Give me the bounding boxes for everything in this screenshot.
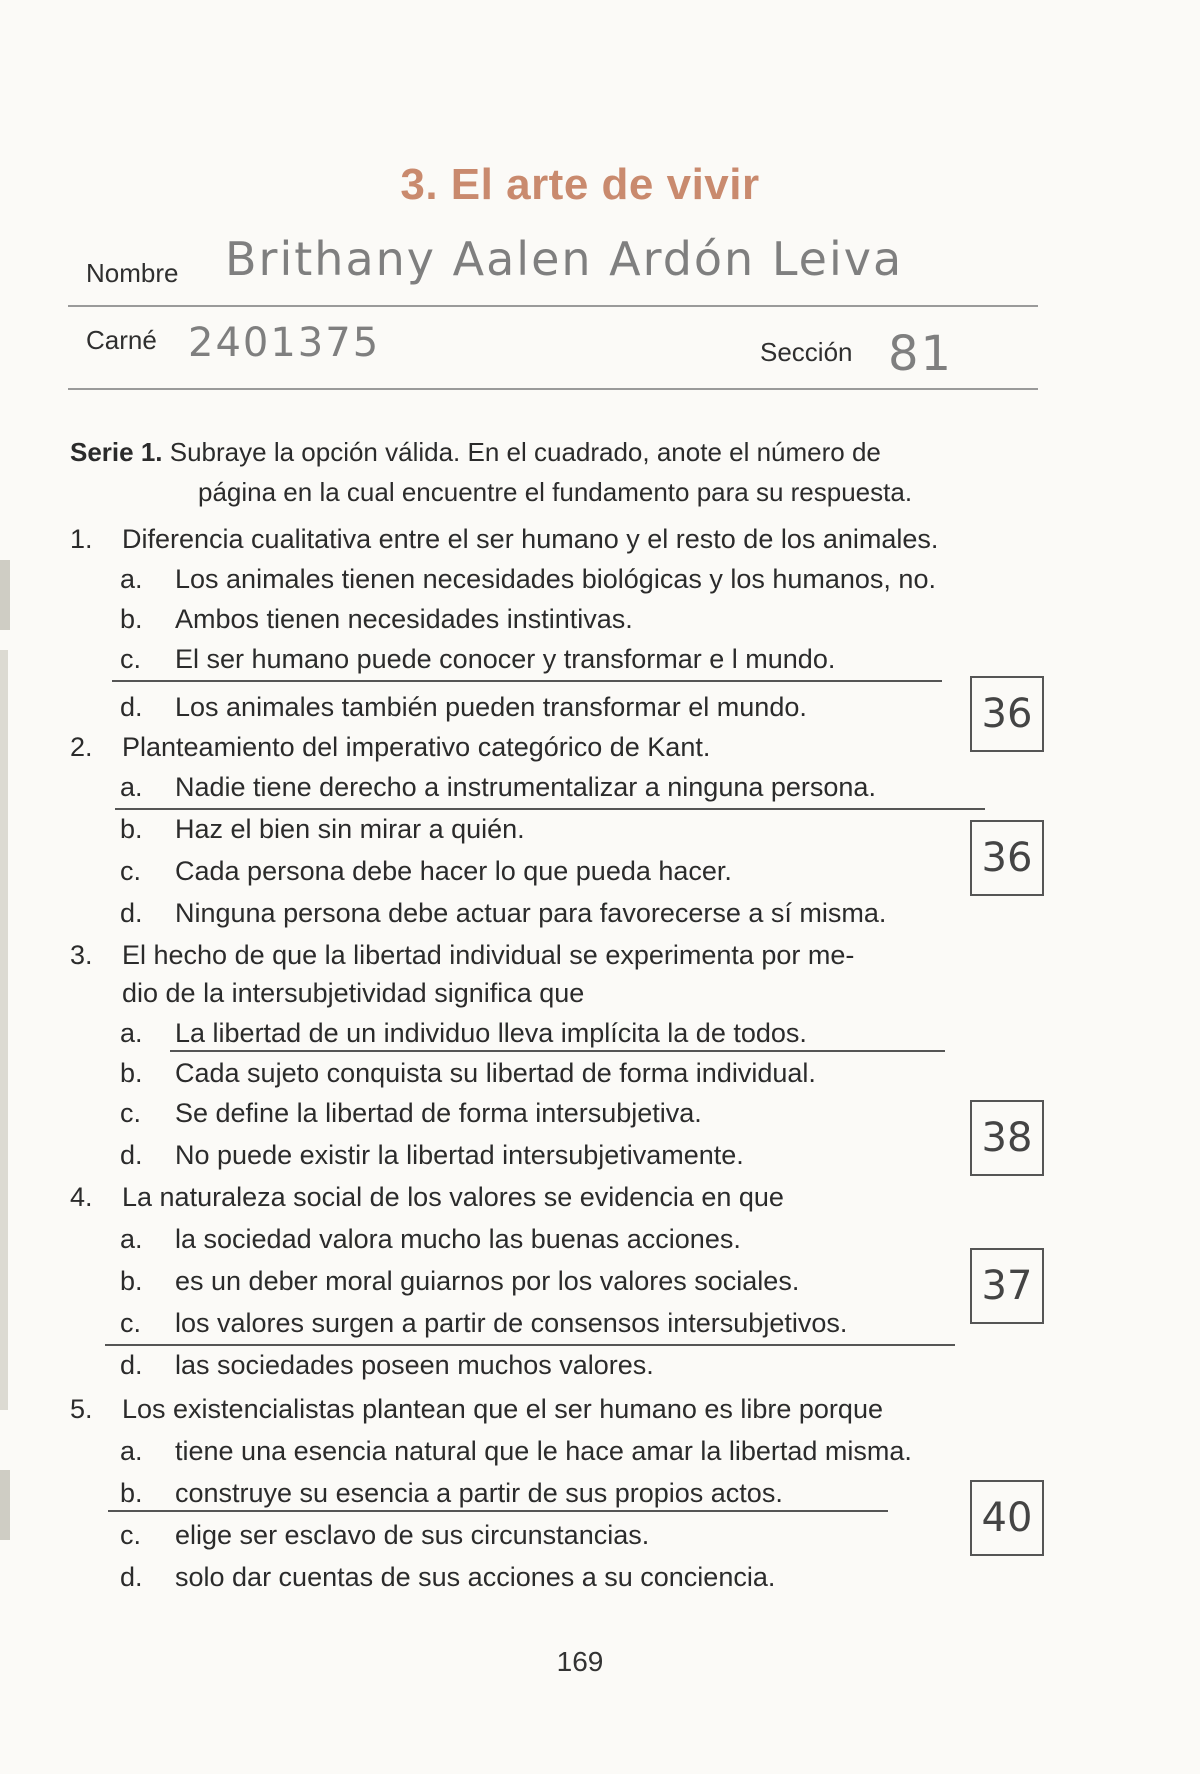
question-text: El hecho de que la libertad individual se experimenta por me- — [122, 940, 855, 970]
seccion-label: Sección — [760, 337, 853, 367]
carne-label: Carné — [86, 325, 157, 355]
option-3d[interactable] — [120, 1138, 744, 1172]
question-text: La naturaleza social de los valores se evidencia en que — [122, 1182, 784, 1212]
page-answer-box[interactable]: 38 — [970, 1100, 1044, 1176]
option-text: construye su esencia a partir de sus propios actos. — [175, 1478, 783, 1508]
option-text: solo dar cuentas de sus acciones a su conciencia. — [175, 1562, 776, 1592]
option-5c[interactable] — [120, 1518, 649, 1552]
option-letter: c. — [120, 856, 142, 886]
option-4b[interactable] — [120, 1264, 799, 1298]
option-text: Nadie tiene derecho a instrumentalizar a ninguna persona. — [175, 772, 876, 802]
page-answer-box[interactable]: 36 — [970, 676, 1044, 752]
option-letter: b. — [120, 1266, 143, 1296]
question-number: 4. — [70, 1182, 93, 1212]
option-2a[interactable] — [120, 770, 876, 804]
option-text: La libertad de un individuo lleva implícita la de todos. — [175, 1018, 807, 1048]
serie-instructions — [70, 432, 1050, 512]
option-letter: c. — [120, 1308, 142, 1338]
option-letter: a. — [120, 772, 143, 802]
question-5 — [70, 1392, 1050, 1426]
question-number: 2. — [70, 732, 93, 762]
selected-underline — [105, 1344, 955, 1346]
option-2b[interactable] — [120, 812, 525, 846]
option-letter: a. — [120, 1018, 143, 1048]
option-text: Ambos tienen necesidades instintivas. — [175, 604, 633, 634]
option-text: Cada sujeto conquista su libertad de forma individual. — [175, 1058, 816, 1088]
option-4d[interactable] — [120, 1348, 654, 1382]
question-text: Planteamiento del imperativo categórico de Kant. — [122, 732, 711, 762]
nombre-line — [68, 305, 1038, 307]
question-number: 3. — [70, 940, 93, 970]
question-3-continued: dio de la intersubjetividad significa que — [122, 978, 585, 1008]
option-text: Los animales tienen necesidades biológicas y los humanos, no. — [175, 564, 936, 594]
scan-edge-mark — [0, 1470, 10, 1540]
question-3 — [70, 938, 1050, 972]
option-text: Cada persona debe hacer lo que pueda hacer. — [175, 856, 732, 886]
option-letter: a. — [120, 1224, 143, 1254]
option-5d[interactable] — [120, 1560, 775, 1594]
option-text: Haz el bien sin mirar a quién. — [175, 814, 525, 844]
selected-underline — [115, 808, 985, 810]
option-text: Se define la libertad de forma intersubjetiva. — [175, 1098, 702, 1128]
question-4 — [70, 1180, 1050, 1214]
option-text: los valores surgen a partir de consensos intersubjetivos. — [175, 1308, 848, 1338]
scan-edge-mark — [0, 560, 10, 630]
option-letter: d. — [120, 1562, 143, 1592]
question-2 — [70, 730, 1050, 764]
option-letter: c. — [120, 1520, 142, 1550]
option-text: No puede existir la libertad intersubjetivamente. — [175, 1140, 744, 1170]
serie-label: Serie 1. — [70, 437, 163, 467]
page-number: 169 — [556, 1646, 604, 1677]
option-letter: a. — [120, 1436, 143, 1466]
selected-underline — [170, 1050, 945, 1052]
option-text: elige ser esclavo de sus circunstancias. — [175, 1520, 650, 1550]
option-2d[interactable] — [120, 896, 886, 930]
question-1 — [70, 522, 1050, 556]
option-text: El ser humano puede conocer y transformar e l mundo. — [175, 644, 836, 674]
option-3a[interactable] — [120, 1016, 807, 1050]
option-text: Ninguna persona debe actuar para favorecerse a sí misma. — [175, 898, 887, 928]
option-text: Los animales también pueden transformar el mundo. — [175, 692, 807, 722]
option-5a[interactable] — [120, 1434, 912, 1468]
nombre-value: Brithany Aalen Ardón Leiva — [225, 232, 904, 286]
page-title: 3. El arte de vivir — [400, 160, 760, 209]
option-1d[interactable] — [120, 690, 807, 724]
option-letter: d. — [120, 1350, 143, 1380]
option-text: es un deber moral guiarnos por los valores sociales. — [175, 1266, 800, 1296]
option-letter: b. — [120, 1478, 143, 1508]
option-4c[interactable] — [120, 1306, 847, 1340]
nombre-label: Nombre — [86, 258, 179, 288]
option-3b[interactable] — [120, 1056, 816, 1090]
question-text: Los existencialistas plantean que el ser humano es libre porque — [122, 1394, 883, 1424]
option-letter: a. — [120, 564, 143, 594]
page-answer-box[interactable]: 40 — [970, 1480, 1044, 1556]
option-letter: d. — [120, 692, 143, 722]
question-text: Diferencia cualitativa entre el ser humano y el resto de los animales. — [122, 524, 939, 554]
option-letter: d. — [120, 1140, 143, 1170]
serie-line-2: página en la cual encuentre el fundamento para su respuesta. — [198, 477, 913, 507]
option-text: las sociedades poseen muchos valores. — [175, 1350, 654, 1380]
page-answer-box[interactable]: 37 — [970, 1248, 1044, 1324]
option-letter: d. — [120, 898, 143, 928]
carne-line — [68, 388, 1038, 390]
selected-underline — [112, 680, 942, 682]
carne-value: 2401375 — [188, 320, 381, 366]
serie-line-1: Subraye la opción válida. En el cuadrado, anote el número de — [169, 437, 881, 467]
page-answer-box[interactable]: 36 — [970, 820, 1044, 896]
option-letter: c. — [120, 1098, 142, 1128]
option-1c[interactable] — [120, 642, 835, 676]
option-1a[interactable] — [120, 562, 936, 596]
question-number: 5. — [70, 1394, 93, 1424]
option-text: la sociedad valora mucho las buenas acciones. — [175, 1224, 741, 1254]
seccion-value: 81 — [888, 326, 954, 382]
option-letter: b. — [120, 814, 143, 844]
option-letter: b. — [120, 604, 143, 634]
option-letter: b. — [120, 1058, 143, 1088]
scan-edge-mark — [0, 650, 8, 1410]
option-5b[interactable] — [120, 1476, 783, 1510]
option-text: tiene una esencia natural que le hace amar la libertad misma. — [175, 1436, 912, 1466]
option-letter: c. — [120, 644, 142, 674]
selected-underline — [108, 1510, 888, 1512]
question-number: 1. — [70, 524, 93, 554]
option-3c[interactable] — [120, 1096, 702, 1130]
option-4a[interactable] — [120, 1222, 741, 1256]
option-2c[interactable] — [120, 854, 732, 888]
option-1b[interactable] — [120, 602, 633, 636]
